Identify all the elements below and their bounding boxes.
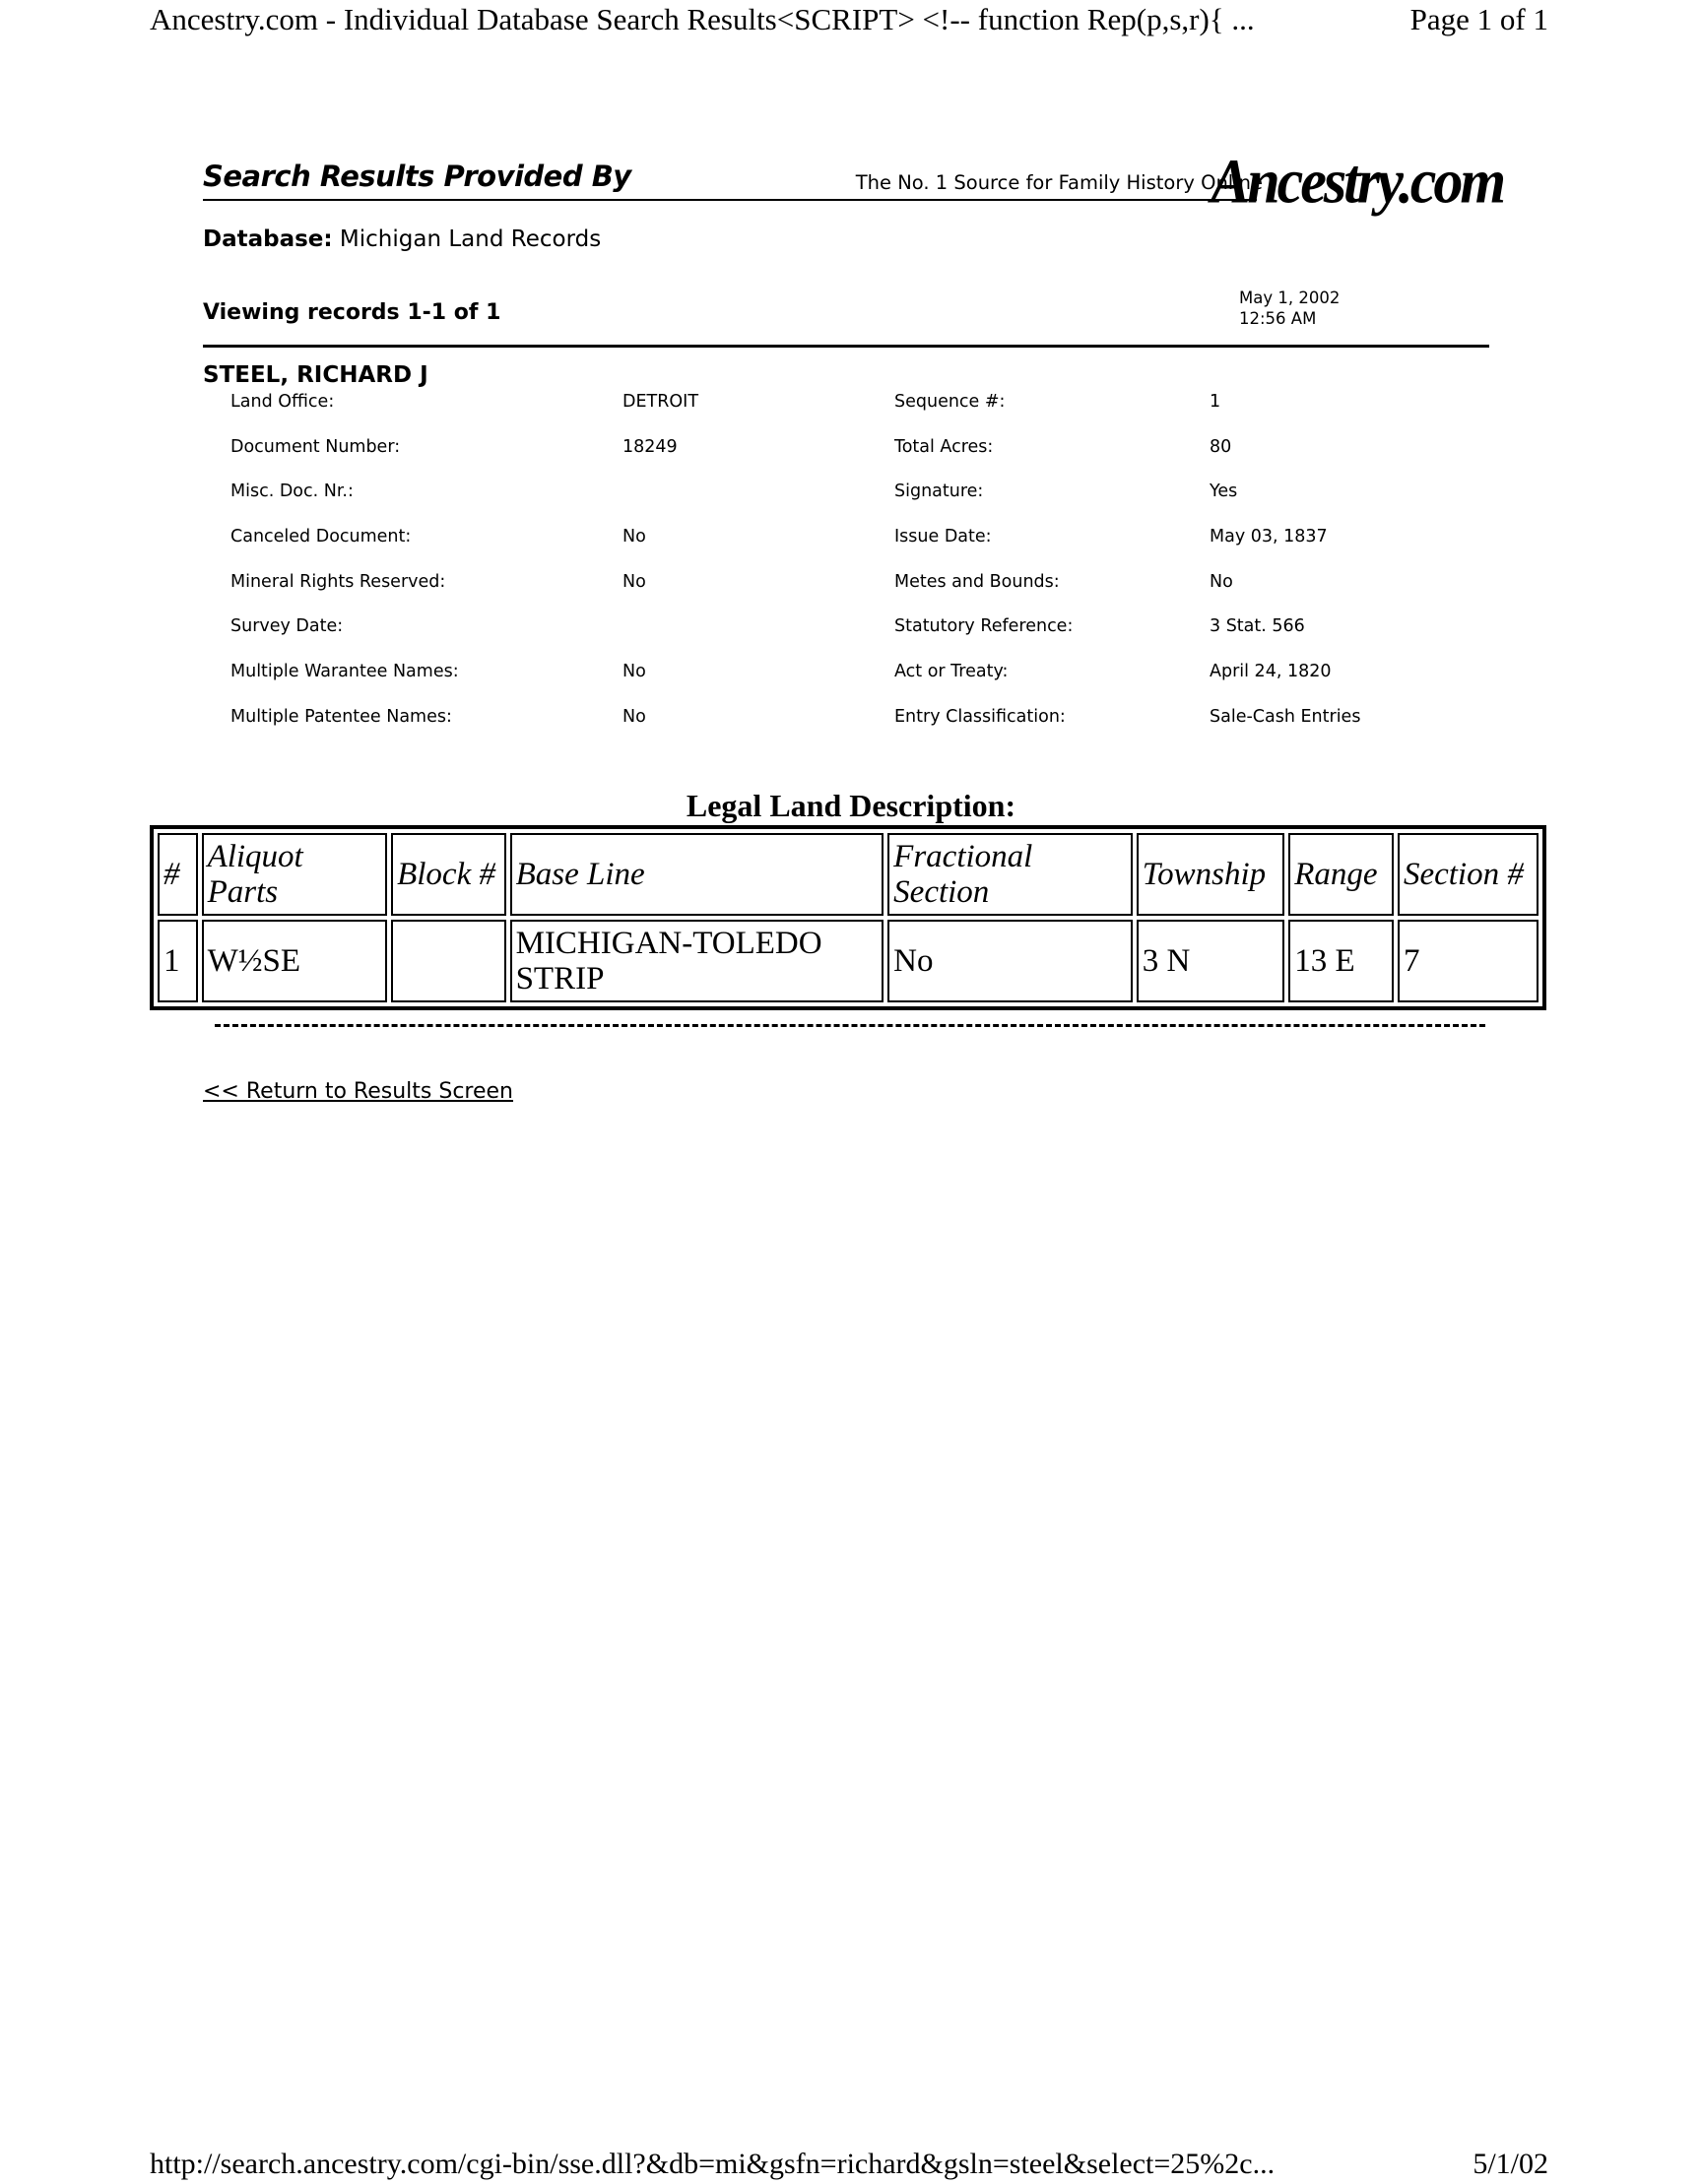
field-value: 3 Stat. 566 <box>1210 616 1305 637</box>
field-label: Misc. Doc. Nr.: <box>230 482 354 502</box>
field-label: Signature: <box>894 482 984 502</box>
field-label: Total Acres: <box>894 436 994 457</box>
column-header: # <box>158 833 198 916</box>
field-row <box>230 662 1412 707</box>
print-header <box>150 0 1548 39</box>
divider <box>203 345 1489 348</box>
timestamp-time: 12:56 AM <box>1239 309 1317 328</box>
ancestry-logo[interactable]: Ancestry.com <box>1211 146 1503 217</box>
database-label: Database: <box>203 226 333 252</box>
field-row <box>230 616 1412 662</box>
print-page-title: Ancestry.com - Individual Database Search Results<SCRIPT> <!-- function Rep(p,s,r){ ... <box>150 2 1255 36</box>
table-cell: W½SE <box>202 920 388 1002</box>
return-to-results-link[interactable]: << Return to Results Screen <box>203 1079 514 1104</box>
field-label: Sequence #: <box>894 392 1006 412</box>
field-row <box>230 572 1412 617</box>
field-label: Survey Date: <box>230 616 344 637</box>
column-header: Fractional Section <box>887 833 1133 916</box>
record-name: STEEL, RICHARD J <box>203 362 428 388</box>
field-label: Document Number: <box>230 436 401 457</box>
dashed-divider <box>215 1024 1485 1027</box>
column-header: Block # <box>391 833 505 916</box>
legal-title: Legal Land Description: <box>686 788 1016 823</box>
field-value: No <box>622 527 646 547</box>
field-value: No <box>1210 571 1233 592</box>
legal-table-header <box>158 833 1538 916</box>
field-value: Yes <box>1210 482 1238 502</box>
table-cell <box>391 920 505 1002</box>
field-value: No <box>622 571 646 592</box>
field-label: Issue Date: <box>894 527 992 547</box>
banner-underline <box>203 199 1257 201</box>
table-cell: 7 <box>1398 920 1538 1002</box>
print-url: http://search.ancestry.com/cgi-bin/sse.dll?&db=mi&gsfn=richard&gsln=steel&select=25%2c... <box>150 2148 1276 2180</box>
print-footer <box>150 2145 1548 2184</box>
column-header: Range <box>1288 833 1394 916</box>
field-label: Land Office: <box>230 392 335 412</box>
column-header: Township <box>1137 833 1284 916</box>
field-label: Canceled Document: <box>230 527 412 547</box>
column-header: Section # <box>1398 833 1538 916</box>
field-value: 80 <box>1210 436 1232 457</box>
field-value: May 03, 1837 <box>1210 527 1328 547</box>
record-fields <box>230 392 1412 752</box>
field-label: Statutory Reference: <box>894 616 1074 637</box>
field-row <box>230 482 1412 527</box>
field-value: Sale-Cash Entries <box>1210 706 1361 727</box>
table-cell: 1 <box>158 920 198 1002</box>
table-cell: 3 N <box>1137 920 1284 1002</box>
table-row <box>158 920 1538 1002</box>
field-row <box>230 392 1412 437</box>
field-value: No <box>622 662 646 682</box>
field-value: DETROIT <box>622 392 699 412</box>
viewing-records: Viewing records 1-1 of 1 <box>203 300 501 325</box>
print-page-number: Page 1 of 1 <box>1409 2 1548 36</box>
field-label: Multiple Warantee Names: <box>230 662 459 682</box>
column-header: Aliquot Parts <box>202 833 388 916</box>
timestamp <box>1239 288 1340 329</box>
database-line <box>203 226 601 252</box>
field-row <box>230 437 1412 482</box>
field-value: April 24, 1820 <box>1210 662 1332 682</box>
table-cell: MICHIGAN-TOLEDO STRIP <box>510 920 884 1002</box>
field-label: Act or Treaty: <box>894 662 1009 682</box>
field-value: 1 <box>1210 392 1221 412</box>
field-row <box>230 527 1412 572</box>
table-cell: 13 E <box>1288 920 1394 1002</box>
search-results-provided-by: Search Results Provided By <box>203 160 631 193</box>
timestamp-date: May 1, 2002 <box>1239 289 1341 307</box>
database-name: Michigan Land Records <box>339 226 602 252</box>
field-value: 18249 <box>622 436 678 457</box>
brand-tagline: The No. 1 Source for Family History Online <box>855 171 1263 194</box>
field-label: Metes and Bounds: <box>894 571 1060 592</box>
print-date: 5/1/02 <box>1473 2148 1548 2180</box>
column-header: Base Line <box>510 833 884 916</box>
field-row <box>230 707 1412 752</box>
table-cell: No <box>887 920 1133 1002</box>
field-value: No <box>622 706 646 727</box>
field-label: Multiple Patentee Names: <box>230 706 452 727</box>
field-label: Entry Classification: <box>894 706 1066 727</box>
legal-land-table <box>150 825 1546 1010</box>
brand-banner <box>203 148 1503 226</box>
field-label: Mineral Rights Reserved: <box>230 571 446 592</box>
